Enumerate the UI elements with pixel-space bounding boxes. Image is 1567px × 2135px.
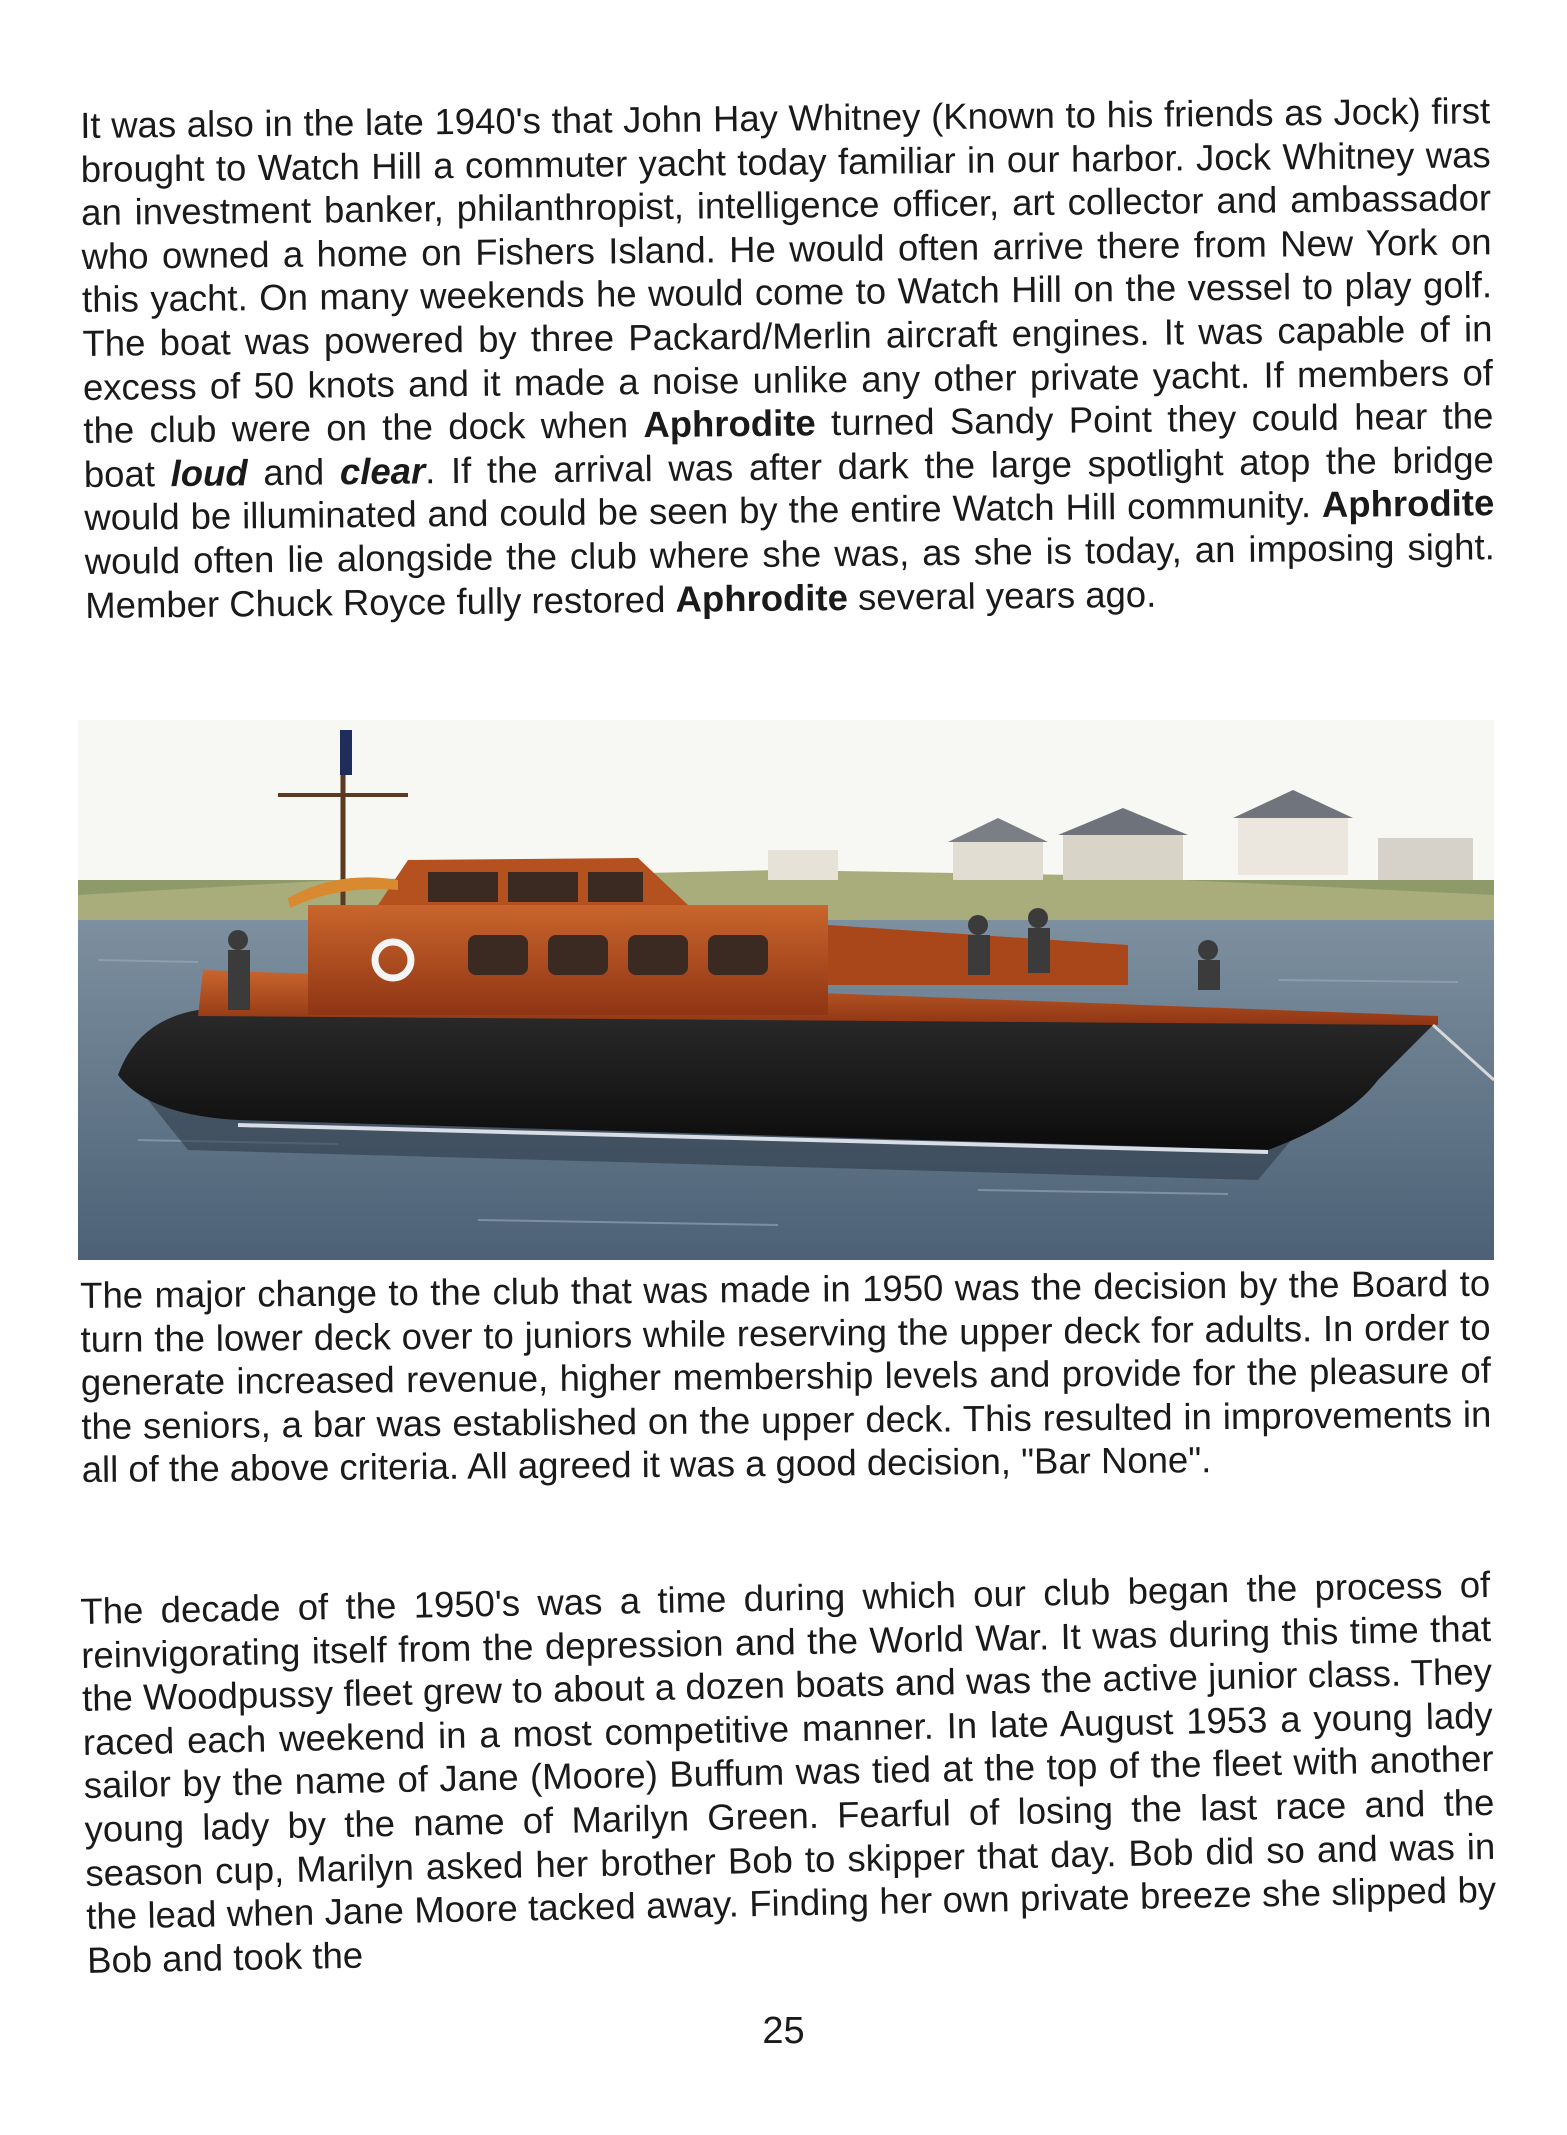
emphasis-loud: loud: [170, 452, 248, 494]
emphasis-clear: clear: [339, 450, 426, 493]
text-run: would often lie alongside the club where she was, as she is today, an imposing sight. Member Chuck Royce fully restored: [84, 526, 1495, 626]
house: [768, 850, 838, 880]
house: [953, 840, 1043, 880]
text-run: and: [263, 451, 325, 493]
yacht-name-bold: Aphrodite: [675, 576, 849, 620]
paragraph-aphrodite: [80, 89, 1495, 627]
yacht-photo: [78, 720, 1494, 1260]
flag: [340, 730, 352, 775]
house: [1238, 815, 1348, 875]
text-run: several years ago.: [857, 573, 1157, 618]
paragraph-bar-decision: The major change to the club that was made in 1950 was the decision by the Board to turn the lower deck over to juniors while reserving the upper deck for adults. In order to generate increased revenue, higher membership levels and provide for the pleasure of the seniors, a bar was established on the upper deck. This resulted in improvements in all of the above criteria. All agreed it was a good decision, "Bar None".: [80, 1262, 1492, 1491]
yacht-name-bold: Aphrodite: [1321, 482, 1495, 526]
house: [1063, 832, 1183, 880]
house: [1378, 838, 1473, 880]
text-run: It was also in the late 1940's that John Hay Whitney (Known to his friends as Jock) first brought to Watch Hill a commuter yacht today familiar in our harbor. Jock Whitney was an investment banker, philanthropist, intelligence officer, art collector and ambassador who owned a home on Fishers Island. He would often arrive there from New York on this yacht. On many weekends he would come to Watch Hill on the vessel to play golf. The boat was powered by three Packard/Merlin aircraft engines. It was capable of in excess of 50 knots and it made a noise unlike any other private yacht. If members of the club were on the dock when: [80, 90, 1494, 452]
yacht-name-bold: Aphrodite: [643, 402, 816, 446]
text-run: turned Sandy Point they could hear the boat: [83, 395, 1494, 495]
paragraph-woodpussy-fleet: The decade of the 1950's was a time during which our club began the process of reinvigorating itself from the depression and the World War. It was during this time that the Woodpussy fleet grew to about a dozen boats and was the active junior class. They raced each weekend in a most competitive manner. In late August 1953 a young lady sailor by the name of Jane (Moore) Buffum was tied at the top of the fleet with another young lady by the name of Marilyn Green. Fearful of losing the last race and the season cup, Marilyn asked her brother Bob to skipper that day. Bob did so and was in the lead when Jane Moore tacked away. Finding her own private breeze she slipped by Bob and took the: [80, 1563, 1497, 1981]
text-run: . If the arrival was after dark the large spotlight atop the bridge would be illuminated and could be seen by the entire Watch Hill community.: [84, 438, 1494, 539]
page-number: 25: [762, 2010, 805, 2052]
